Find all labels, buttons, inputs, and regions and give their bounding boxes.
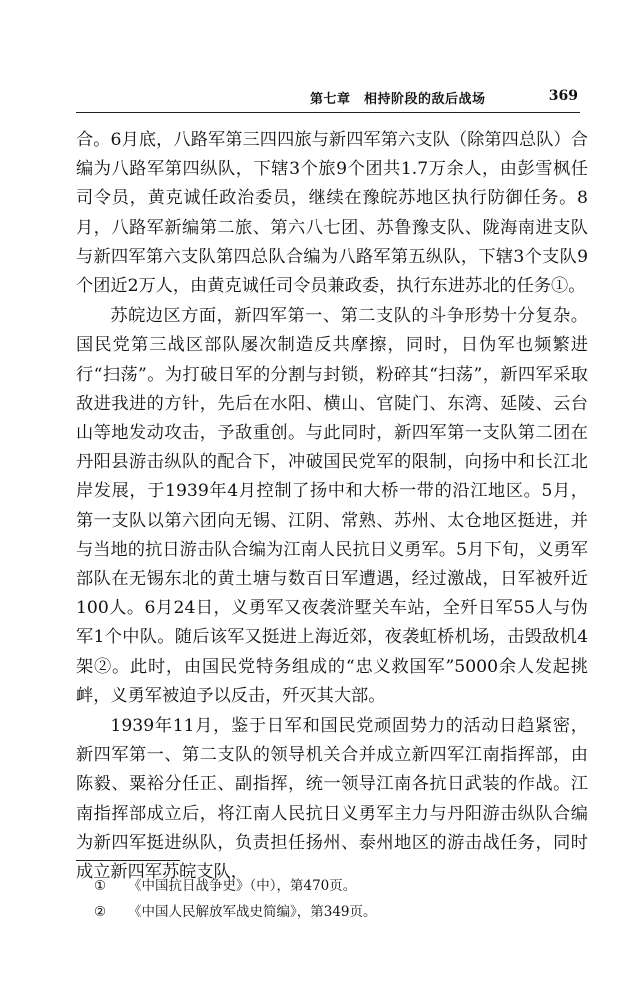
footnotes xyxy=(94,873,574,925)
footnote-divider xyxy=(76,860,180,861)
footnote-text: 《中国人民解放军战史简编》，第349页。 xyxy=(128,904,377,920)
paragraph: 合。6月底，八路军第三四四旅与新四军第六支队（除第四总队）合编为八路军第四纵队，下辖3个旅9个团共1.7万余人，由彭雪枫任司令员，黄克诚任政治委员，继续在豫皖苏地区执行防御任务。8月，八路军新编第二旅、第六八七团、苏鲁豫支队、陇海南进支队与新四军第六支队第四总队合编为八路军第五纵队，下辖3个支队9个团近2万人，由黄克诚任司令员兼政委，执行东进苏北的任务①。 xyxy=(76,130,588,297)
footnote xyxy=(94,899,574,925)
running-header xyxy=(78,86,578,108)
chapter-title: 第七章 相持阶段的敌后战场 xyxy=(310,92,486,107)
footnote xyxy=(94,873,574,899)
footnote-marker: ① xyxy=(94,878,107,894)
footnote-text: 《中国抗日战争史》（中），第470页。 xyxy=(128,878,357,894)
footnote-marker: ② xyxy=(94,904,107,920)
page-number: 369 xyxy=(548,88,578,104)
paragraph: 苏皖边区方面，新四军第一、第二支队的斗争形势十分复杂。国民党第三战区部队屡次制造反共摩擦，同时，日伪军也频繁进行“扫荡”。为打破日军的分割与封锁，粉碎其“扫荡”，新四军采取敌进我进的方针，先后在水阳、横山、官陡门、东湾、延陵、云台山等地发动攻击，予敌重创。与此同时，新四军第一支队第二团在丹阳县游击纵队的配合下，冲破国民党军的限制，向扬中和长江北岸发展，于1939年4月控制了扬中和大桥一带的沿江地区。5月，第一支队以第六团向无锡、江阴、常熟、苏州、太仓地区挺进，并与当地的抗日游击队合编为江南人民抗日义勇军。5月下旬，义勇军部队在无锡东北的黄土塘与数百日军遭遇，经过激战，日军被歼近100人。6月24日，义勇军又夜袭浒墅关车站，全歼日军55人与伪军1个中队。随后该军又挺进上海近郊，夜袭虹桥机场，击毁敌机4架②。此时，由国民党特务组成的“忠义救国军”5000余人发起挑衅，义勇军被迫予以反击，歼灭其大部。 xyxy=(76,306,588,706)
body-text xyxy=(76,126,588,887)
header-divider xyxy=(76,112,580,113)
paragraph: 1939年11月，鉴于日军和国民党顽固势力的活动日趋紧密，新四军第一、第二支队的领导机关合并成立新四军江南指挥部，由陈毅、粟裕分任正、副指挥，统一领导江南各抗日武装的作战。江南指挥部成立后，将江南人民抗日义勇军主力与丹阳游击纵队合编为新四军挺进纵队，负责担任扬州、泰州地区的游击战任务，同时成立新四军苏皖支队， xyxy=(76,716,588,883)
